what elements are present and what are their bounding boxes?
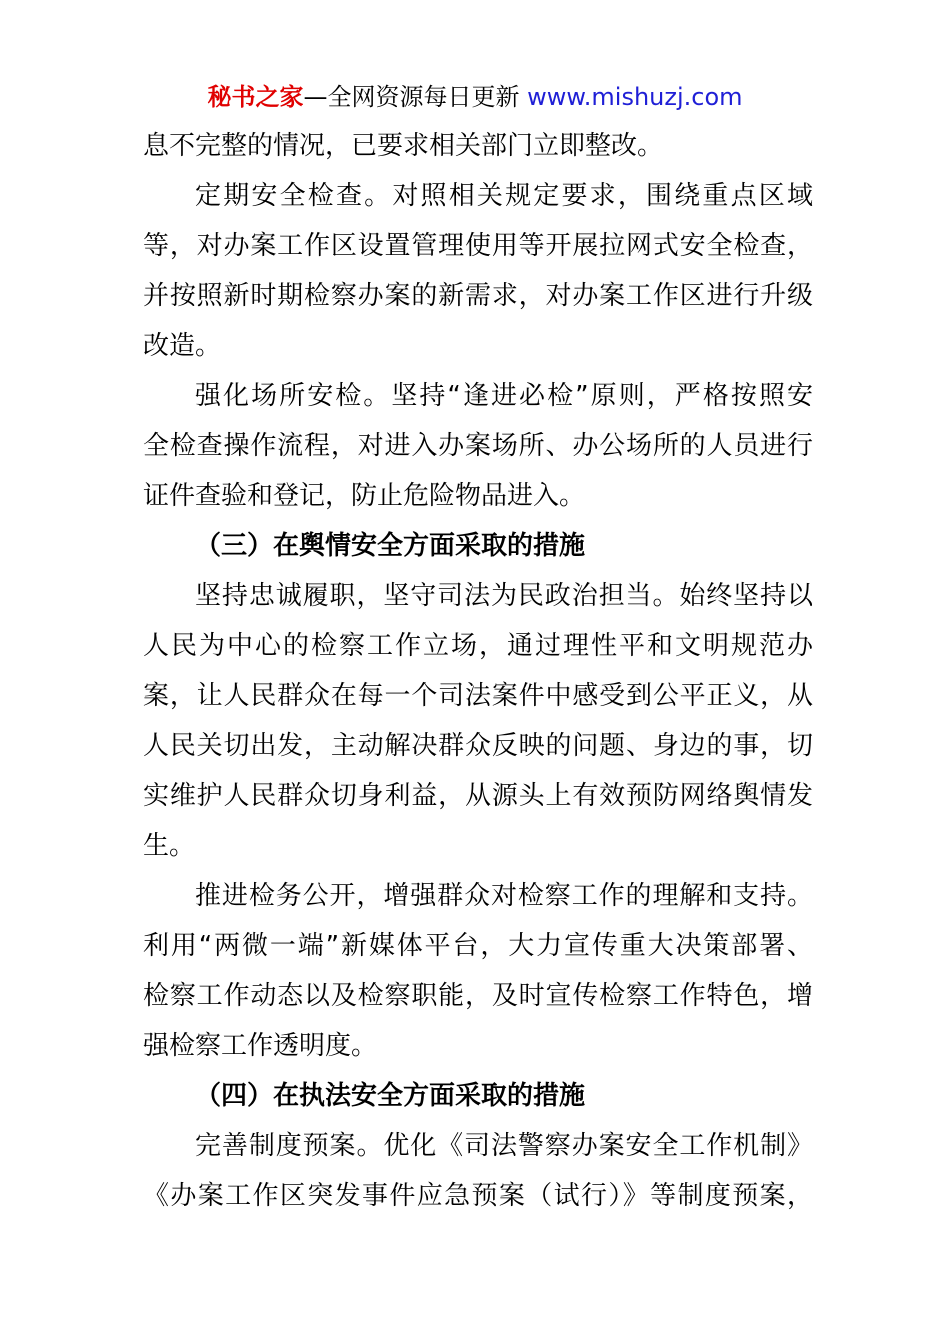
paragraph-line: 人民为中心的检察工作立场，通过理性平和文明规范办	[143, 631, 813, 661]
paragraph-line: 案，让人民群众在每一个司法案件中感受到公平正义，从	[143, 681, 813, 711]
site-tagline: —全网资源每日更新	[303, 83, 528, 111]
paragraph-line: 定期安全检查。对照相关规定要求，围绕重点区域	[195, 181, 813, 211]
paragraph-line: 完善制度预案。优化《司法警察办案安全工作机制》	[195, 1131, 813, 1161]
paragraph-line: 推进检务公开，增强群众对检察工作的理解和支持。	[195, 881, 813, 911]
site-header	[0, 80, 950, 114]
section-heading: （四）在执法安全方面采取的措施	[195, 1081, 586, 1111]
paragraph-line: 检察工作动态以及检察职能，及时宣传检察工作特色，增	[143, 981, 813, 1011]
paragraph-line: 并按照新时期检察办案的新需求，对办案工作区进行升级	[143, 281, 813, 311]
paragraph-line: 全检查操作流程，对进入办案场所、办公场所的人员进行	[143, 431, 813, 461]
document-body	[143, 121, 813, 1221]
paragraph-line: 实维护人民群众切身利益，从源头上有效预防网络舆情发	[143, 781, 813, 811]
paragraph-line: 改造。	[143, 331, 222, 361]
paragraph-line: 人民关切出发，主动解决群众反映的问题、身边的事，切	[143, 731, 813, 761]
site-brand: 秘书之家	[207, 83, 304, 111]
paragraph-line: 息不完整的情况，已要求相关部门立即整改。	[143, 131, 664, 161]
paragraph-line: 等，对办案工作区设置管理使用等开展拉网式安全检查，	[143, 231, 813, 261]
paragraph-line: 强检察工作透明度。	[143, 1031, 378, 1061]
paragraph-line: 证件查验和登记，防止危险物品进入。	[143, 481, 586, 511]
paragraph-line: 《办案工作区突发事件应急预案（试行）》等制度预案，	[143, 1181, 813, 1211]
paragraph-line: 强化场所安检。坚持“逢进必检”原则，严格按照安	[195, 381, 813, 411]
paragraph-line: 坚持忠诚履职，坚守司法为民政治担当。始终坚持以	[195, 581, 813, 611]
paragraph-line: 生。	[143, 831, 196, 861]
paragraph-line: 利用“两微一端”新媒体平台，大力宣传重大决策部署、	[143, 931, 813, 961]
section-heading: （三）在舆情安全方面采取的措施	[195, 531, 586, 561]
site-url-link[interactable]: www.mishuzj.com	[527, 83, 743, 111]
